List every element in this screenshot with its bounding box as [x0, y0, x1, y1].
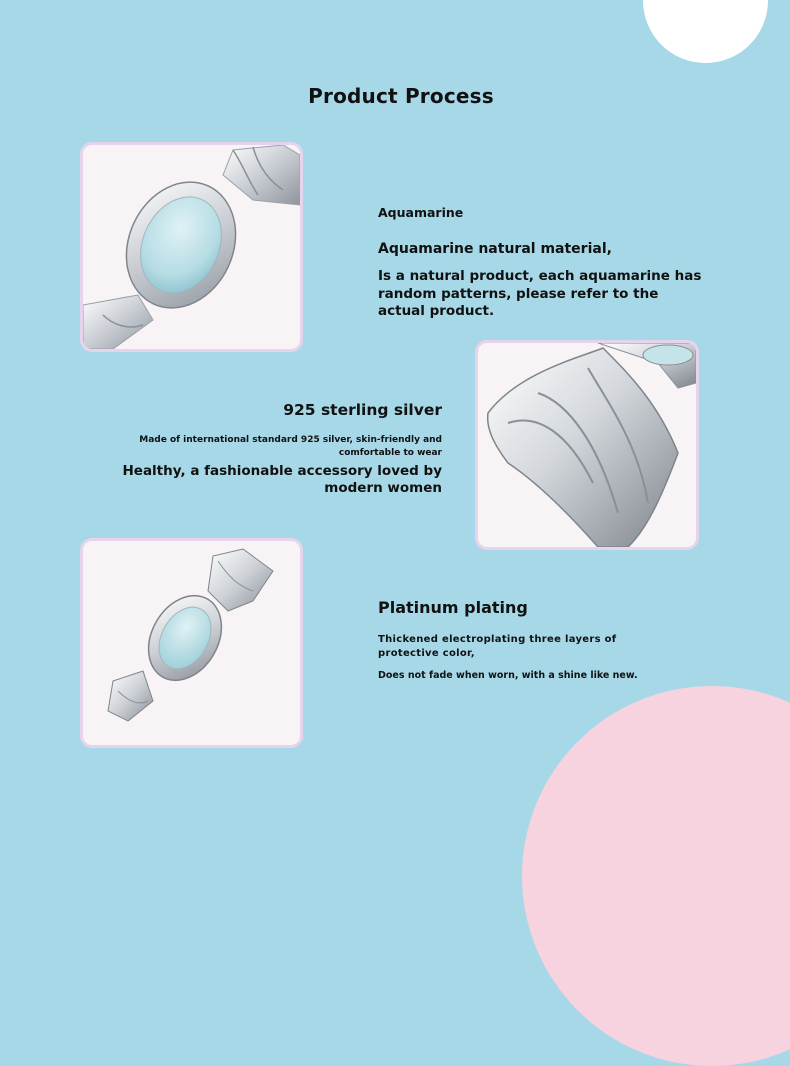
silver-heading: 925 sterling silver — [283, 401, 442, 419]
candy-earring-full-image — [83, 541, 300, 745]
page-title: Product Process — [308, 84, 494, 108]
candy-earring-gem-closeup-image — [83, 145, 300, 349]
product-image-gem-closeup — [80, 142, 303, 352]
plating-note: Does not fade when worn, with a shine like new. — [378, 670, 638, 681]
candy-earring-wrapper-closeup-image — [478, 343, 696, 547]
product-image-wrapper-closeup — [475, 340, 699, 550]
product-image-full-earring — [80, 538, 303, 748]
decorative-pink-circle — [522, 686, 790, 1066]
aquamarine-description: Is a natural product, each aquamarine has random patterns, please refer to the actual product. — [378, 268, 702, 320]
silver-description: Made of international standard 925 silver, skin-friendly and comfortable to wear — [139, 435, 442, 459]
plating-heading: Platinum plating — [378, 598, 528, 617]
aquamarine-subheading: Aquamarine natural material, — [378, 241, 612, 257]
aquamarine-heading: Aquamarine — [378, 205, 464, 220]
decorative-white-circle — [643, 0, 768, 63]
silver-tagline: Healthy, a fashionable accessory loved by modern women — [122, 463, 442, 497]
plating-description: Thickened electroplating three layers of protective color, — [378, 634, 617, 659]
